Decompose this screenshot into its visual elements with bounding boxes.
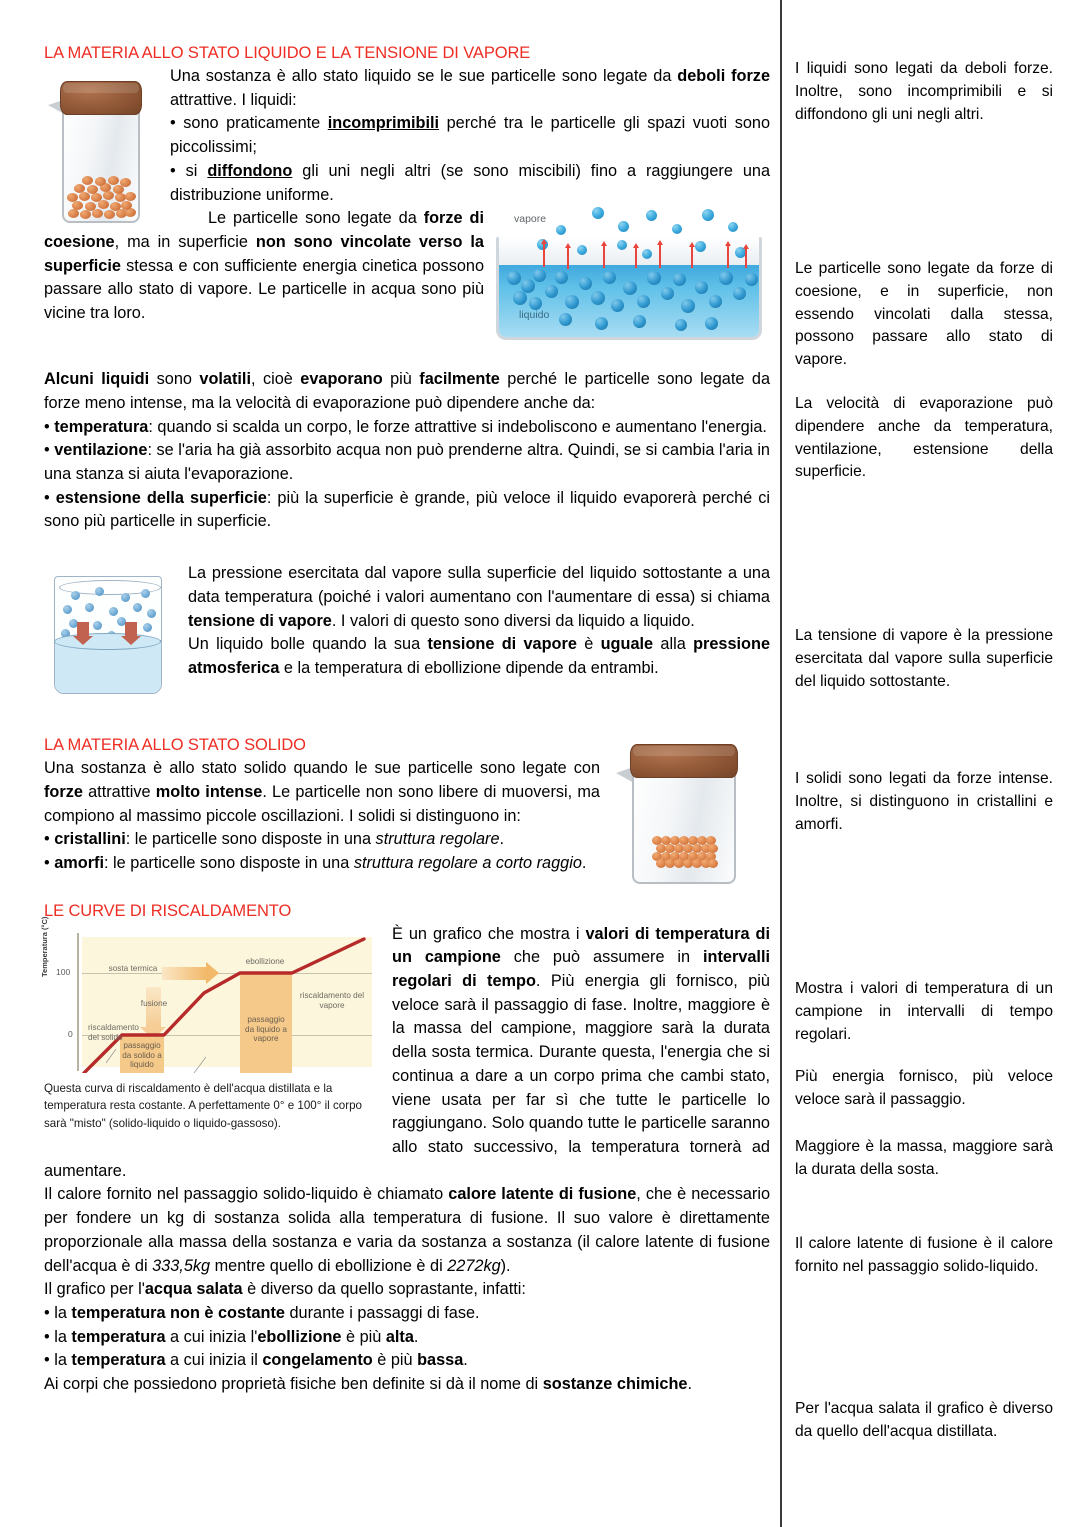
jar-cork-icon xyxy=(60,81,142,115)
margin-note-7: Più energia fornisco, più veloce veloce sarà il passaggio. xyxy=(795,1068,1053,1108)
chart-label-ebollizione: ebollizione xyxy=(245,956,285,966)
vapor-molecule-icon xyxy=(592,207,604,219)
crystal-lattice-icon xyxy=(652,836,718,868)
paragraph-liquidi-volatili: Alcuni liquidi sono volatili, cioè evaporano più facilmente perché le particelle sono legate da forze meno intense, ma la velocità di evaporazione può dipendere anche da: xyxy=(44,370,771,412)
cylinder-liquid-icon xyxy=(55,640,161,693)
vapor-molecule-icon xyxy=(618,221,629,232)
paragraph-stato-liquido: Una sostanza è allo stato liquido se le sue particelle sono legate da deboli forze attrattive. I liquidi: xyxy=(170,67,770,109)
bullet-cristallini: • cristallini: le particelle sono disposte in una struttura regolare. xyxy=(44,830,505,849)
evaporation-arrow-icon xyxy=(635,247,637,268)
figure-label-vapore: vapore xyxy=(514,213,547,226)
margin-note-6: Mostra i valori di temperatura di un campione in intervalli di tempo regolari. xyxy=(795,980,1053,1043)
liquid-particles-icon xyxy=(66,175,136,219)
bullet-ventilazione: • ventilazione: se l'aria ha già assorbito acqua non può prenderne altra. Quindi, se si cambia l'aria in una stanza si aiuta l'evaporazione. xyxy=(44,441,770,484)
margin-note-4: La tensione di vapore è la pressione esercitata dal vapore sulla superficie del liquido sottostante. xyxy=(795,627,1053,690)
paragraph-stato-solido: Una sostanza è allo stato solido quando le sue particelle sono legate con forze attrattive molto intense. Le particelle non sono libere di muoversi, ma compiono al massimo piccole oscillazioni. I solidi si distinguono in: xyxy=(44,759,600,825)
evaporation-arrow-icon xyxy=(727,245,729,268)
chart-caption: Questa curva di riscaldamento è dell'acqua distillata e la temperatura resta costante. A perfettamente 0° e 100° il corpo sarà "misto" (solido-liquido o liquido-gassoso). xyxy=(44,1081,362,1130)
margin-note-3: La velocità di evaporazione può dipendere anche da temperatura, ventilazione, estensione della superficie. xyxy=(795,395,1053,481)
margin-note-2: Le particelle sono legate da forze di coesione, e in superficie, non essendo vincolati dalla stessa, possono passare allo stato di vapore. xyxy=(795,260,1053,369)
evaporation-arrow-icon xyxy=(543,243,545,267)
chart-label-riscaldamento-vapore: riscaldamento del vapore xyxy=(299,990,365,1010)
bullet-incomprimibili: • sono praticamente incomprimibili perché tra le particelle gli spazi vuoti sono piccolissimi; xyxy=(170,114,770,157)
liquid-region xyxy=(499,265,759,337)
solido-section xyxy=(44,736,770,876)
heating-curve-chart xyxy=(40,916,378,1133)
figure-label-liquido: liquido xyxy=(519,309,550,322)
chart-ytick-100: 100 xyxy=(56,966,71,977)
bullet-congelamento-bassa: • la temperatura a cui inizia il congelamento è più bassa. xyxy=(44,1351,468,1370)
bullet-amorfi: • amorfi: le particelle sono disposte in una struttura regolare a corto raggio. xyxy=(44,853,587,872)
chart-plot-area xyxy=(40,916,378,1073)
bullet-temp-non-costante: • la temperatura non è costante durante i passaggi di fase. xyxy=(44,1303,480,1322)
liquid-jar-figure xyxy=(46,75,156,227)
margin-note-5: I solidi sono legati da forze intense. Inoltre, si distinguono in cristallini e amorfi. xyxy=(795,770,1053,833)
evaporation-arrow-icon xyxy=(603,245,605,268)
paragraph-calore-latente: Il calore fornito nel passaggio solido-liquido è chiamato calore latente di fusione, che è necessario per fondere un kg di sostanza solida alla temperatura di fusione. Il suo valore è direttamente proporzionale alla massa della sostanza e varia da sostanza a sostanza (il calore latente di fusione dell'acqua è di 333,5kg mentre quello di ebollizione è di 2272kg). xyxy=(44,1185,770,1275)
liquid-block xyxy=(44,65,770,346)
beaker-container-icon xyxy=(496,237,762,340)
evaporation-arrow-icon xyxy=(691,246,693,268)
vapor-molecule-icon xyxy=(728,222,738,232)
paragraph-sostanze-chimiche: Ai corpi che possiedono proprietà fisiche ben definite si dà il nome di sostanze chimiche. xyxy=(44,1375,692,1394)
chart-label-riscaldamento-solido: riscaldamento del solido xyxy=(88,1022,139,1042)
chart-y-axis-label: Temperatura (°C) xyxy=(40,916,49,977)
pressure-cylinder-figure xyxy=(48,566,172,702)
bullet-diffondono: • si diffondono gli uni negli altri (se sono miscibili) fino a raggiungere una distribuzione uniforme. xyxy=(170,161,770,204)
paragraph-ebollizione: Un liquido bolle quando la sua tensione di vapore è uguale alla pressione atmosferica e la temperatura di ebollizione dipende da entrambi. xyxy=(188,635,770,677)
margin-note-8: Maggiore è la massa, maggiore sarà la durata della sosta. xyxy=(795,1138,1053,1178)
vapor-molecule-icon xyxy=(646,210,657,221)
margin-note-1: I liquidi sono legati da deboli forze. Inoltre, sono incomprimibili e si diffondono gli uni negli altri. xyxy=(795,60,1053,123)
bullet-estensione-superficie: • estensione della superficie: più la superficie è grande, più veloce il liquido evaporerà perché ci sono più particelle in superficie. xyxy=(44,488,770,531)
chart-ytick-0: 0 xyxy=(68,1028,73,1039)
vapor-molecule-icon xyxy=(702,209,714,221)
vapor-molecule-icon xyxy=(672,224,682,234)
curve-section xyxy=(40,901,770,1184)
liquid-surface-icon xyxy=(54,633,161,650)
section-title-curve: LE CURVE DI RISCALDAMENTO xyxy=(44,901,292,920)
pressure-arrow-icon xyxy=(125,622,137,637)
column-divider xyxy=(780,0,782,1527)
section-title-liquido: LA MATERIA ALLO STATO LIQUIDO E LA TENSIONE DI VAPORE xyxy=(44,44,531,62)
evaporation-arrow-icon xyxy=(659,244,661,268)
section-title-solido: LA MATERIA ALLO STATO SOLIDO xyxy=(44,736,306,755)
margin-note-10: Per l'acqua salata il grafico è diverso da quello dell'acqua distillata. xyxy=(795,1400,1053,1440)
chart-label-passaggio-liquido-vapore: passaggio da liquido a vapore xyxy=(245,1014,287,1044)
paragraph-acqua-salata: Il grafico per l'acqua salata è diverso da quello soprastante, infatti: xyxy=(44,1280,526,1299)
solid-jar-figure xyxy=(610,738,760,888)
margin-note-9: Il calore latente di fusione è il calore fornito nel passaggio solido-liquido. xyxy=(795,1235,1053,1275)
tensione-vapore-block xyxy=(44,562,770,708)
vapor-molecule-icon xyxy=(556,225,566,235)
chart-label-sosta-termica: sosta termica xyxy=(108,963,158,973)
vapore-liquido-figure xyxy=(496,207,764,342)
jar-cork-icon xyxy=(630,744,738,778)
pressure-arrow-icon xyxy=(77,622,89,637)
evaporation-arrow-icon xyxy=(567,247,569,269)
chart-label-fusione: fusione xyxy=(140,998,168,1008)
bullet-ebollizione-alta: • la temperatura a cui inizia l'ebollizione è più alta. xyxy=(44,1327,419,1346)
bullet-temperatura: • temperatura: quando si scalda un corpo, le forze attrattive si indeboliscono e aumentano l'energia. xyxy=(44,417,767,436)
main-content-column xyxy=(40,44,771,1397)
chart-label-passaggio-solido-liquido: passaggio da solido a liquido xyxy=(122,1040,162,1070)
paragraph-tensione-vapore: La pressione esercitata dal vapore sulla superficie del liquido sottostante a una data temperatura (poiché i valori aumentano con l'aumentare di essa) si chiama tensione di vapore. I valori di questo sono diversi da liquido a liquido. xyxy=(188,564,770,630)
paragraph-grafico-temperatura: È un grafico che mostra i valori di temperatura di un campione che può assumere in intervalli regolari di tempo. Più energia gli fornisco, più veloce sarà il passaggio di fase. Inoltre, maggiore è la massa del campione, maggiore sarà la durata della sosta termica. Durante questa, l'energia che si continua a dare a un corpo prima che cambi stato, viene usata per far sì che tutte le particelle lo raggiungano. Solo quando tutte le particelle saranno allo stato successivo, la temperatura tornerà ad aumentare. xyxy=(44,924,770,1180)
cylinder-icon xyxy=(54,576,162,694)
evaporation-arrow-icon xyxy=(745,248,747,268)
paragraph-forze-coesione: Le particelle sono legate da forze di coesione, ma in superficie non sono vincolate verso la superficie stessa e con sufficiente energia cinetica possono passare allo stato di vapore. Le particelle in acqua sono più vicine tra loro. xyxy=(44,209,484,323)
